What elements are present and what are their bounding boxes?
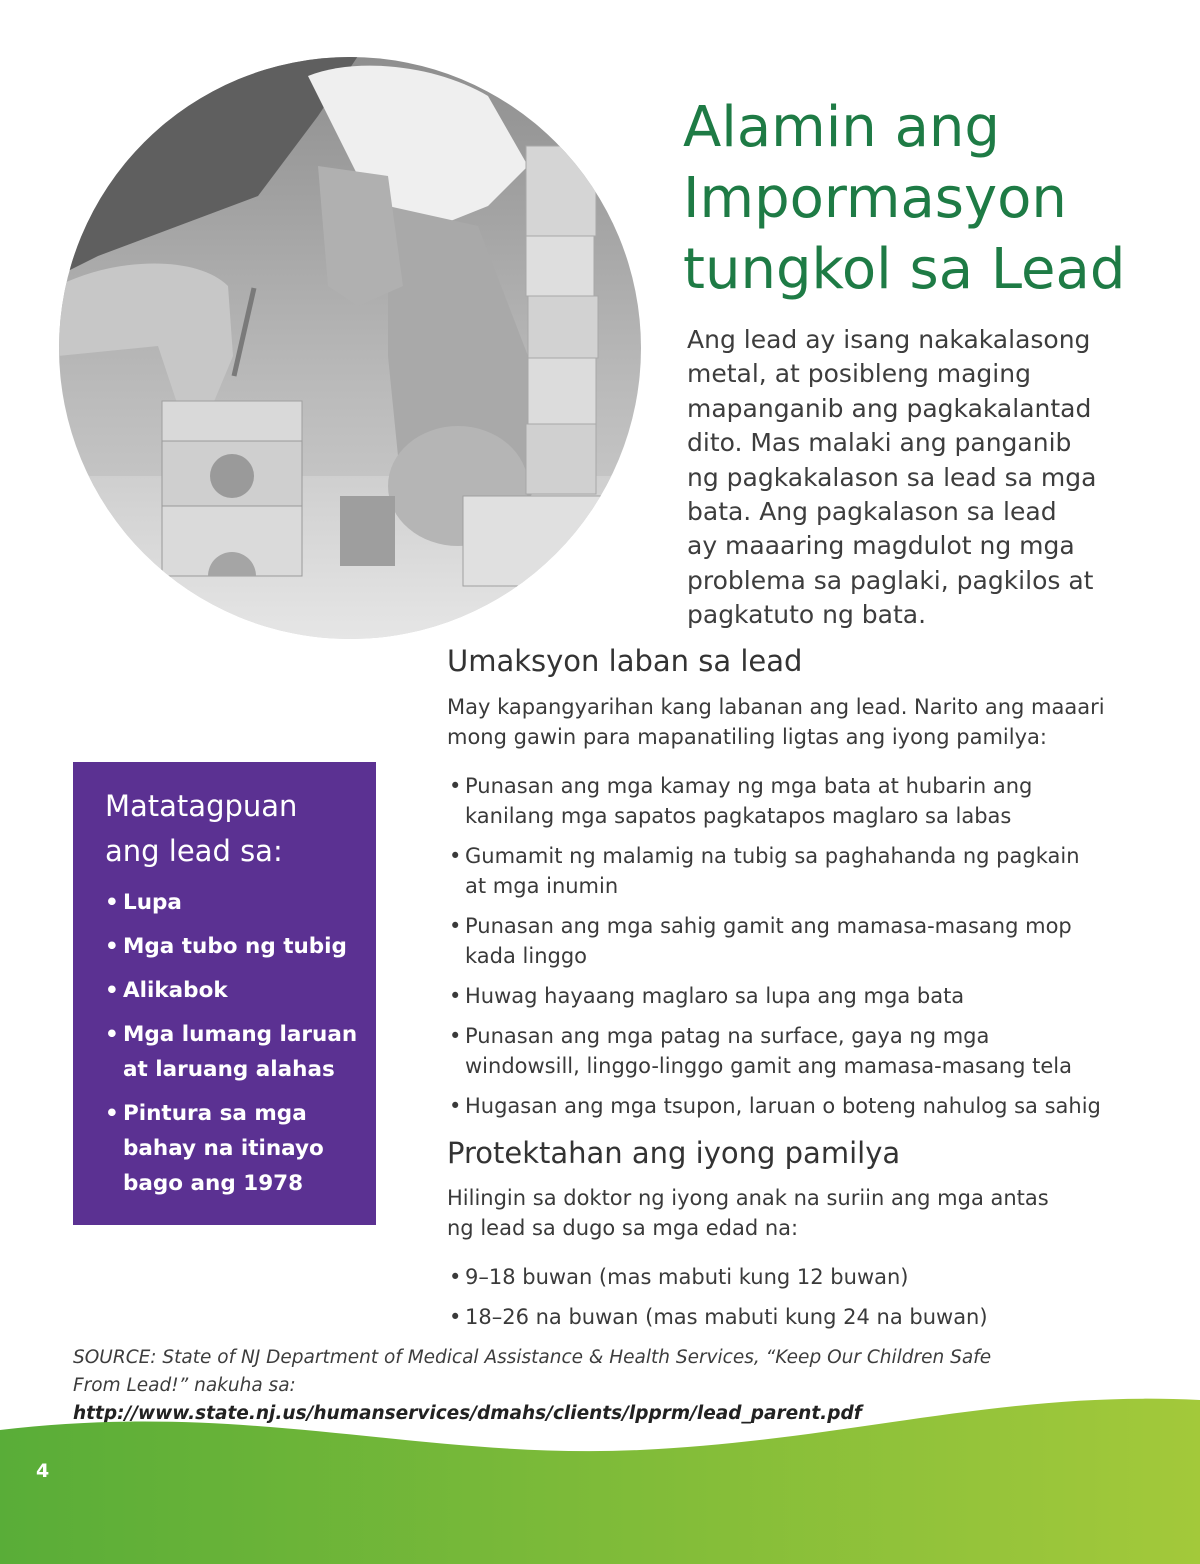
protect-heading: Protektahan ang iyong pamilya (447, 1136, 901, 1170)
list-item: • 18–26 na buwan (mas mabuti kung 24 na buwan) (449, 1305, 988, 1329)
lead-sources-title: Matatagpuan ang lead sa: (105, 789, 298, 868)
lead-sources-box (73, 762, 376, 1225)
source-link[interactable]: http://www.state.nj.us/humanservices/dmahs/clients/lpprm/lead_parent.pdf (73, 1403, 862, 1424)
intro-line: pagkatuto ng bata. (687, 600, 927, 630)
intro-line: metal, at posibleng maging (687, 359, 1031, 389)
title-line: tungkol sa Lead (683, 237, 1126, 302)
protect-intro (447, 1183, 1049, 1243)
intro-paragraph (687, 323, 1167, 633)
source-line-1: SOURCE: State of NJ Department of Medical Assistance & Health Services, “Keep Our Children Safe (73, 1347, 992, 1368)
list-item: • Lupa (105, 890, 182, 915)
page-number: 4 (36, 1460, 50, 1482)
list-item: • Punasan ang mga sahig gamit ang mamasa-masang mop kada linggo (449, 914, 1072, 968)
list-item: • Punasan ang mga kamay ng mga bata at hubarin ang kanilang mga sapatos pagkatapos maglaro sa labas (449, 774, 1033, 828)
protect-intro-line: Hilingin sa doktor ng iyong anak na suriin ang mga antas (447, 1186, 1049, 1210)
intro-line: ay maaaring magdulot ng mga (687, 531, 1075, 561)
list-item: • Huwag hayaang maglaro sa lupa ang mga bata (449, 984, 965, 1008)
intro-line: mapanganib ang pagkakalantad (687, 393, 1092, 423)
list-item: • Pintura sa mga bahay na itinayo bago ang 1978 (105, 1101, 324, 1196)
footer-wave (0, 1380, 1200, 1564)
hero-photo (58, 56, 642, 640)
list-item: • Alikabok (105, 978, 228, 1003)
protect-list (447, 1262, 988, 1342)
protect-intro-line: ng lead sa dugo sa mga edad na: (447, 1216, 799, 1240)
intro-line: problema sa paglaki, pagkilos at (687, 565, 1094, 595)
list-item: • Mga lumang laruan at laruang alahas (105, 1022, 358, 1082)
list-item: • Mga tubo ng tubig (105, 934, 347, 959)
child-playing-blocks-photo (58, 56, 642, 640)
title-line: Impormasyon (683, 166, 1067, 231)
title-line: Alamin ang (683, 95, 1000, 160)
intro-line: dito. Mas malaki ang panganib (687, 428, 1072, 458)
lead-sources-list (105, 885, 357, 1210)
intro-line: Ang lead ay isang nakakalasong (687, 325, 1091, 354)
action-intro-line: May kapangyarihan kang labanan ang lead. Narito ang maaari (447, 695, 1105, 719)
action-heading: Umaksyon laban sa lead (447, 644, 803, 678)
list-item: • Punasan ang mga patag na surface, gaya ng mga windowsill, linggo-linggo gamit ang mamasa-masang tela (449, 1024, 1073, 1078)
intro-line: ng pagkakalason sa lead sa mga (687, 462, 1097, 492)
action-intro (447, 692, 1105, 752)
intro-line: bata. Ang pagkalason sa lead (687, 497, 1057, 527)
page-title (683, 92, 1183, 305)
source-line-2: From Lead!” nakuha sa: http://www.state.nj.us/humanservices/dmahs/clients/lpprm/lead_parent.pdf (73, 1375, 862, 1424)
list-item: • 9–18 buwan (mas mabuti kung 12 buwan) (449, 1265, 909, 1289)
list-item: • Hugasan ang mga tsupon, laruan o boteng nahulog sa sahig (449, 1094, 1101, 1118)
list-item: • Gumamit ng malamig na tubig sa paghahanda ng pagkain at mga inumin (449, 844, 1080, 898)
action-intro-line: mong gawin para mapanatiling ligtas ang iyong pamilya: (447, 725, 1047, 749)
action-list (447, 771, 1101, 1131)
